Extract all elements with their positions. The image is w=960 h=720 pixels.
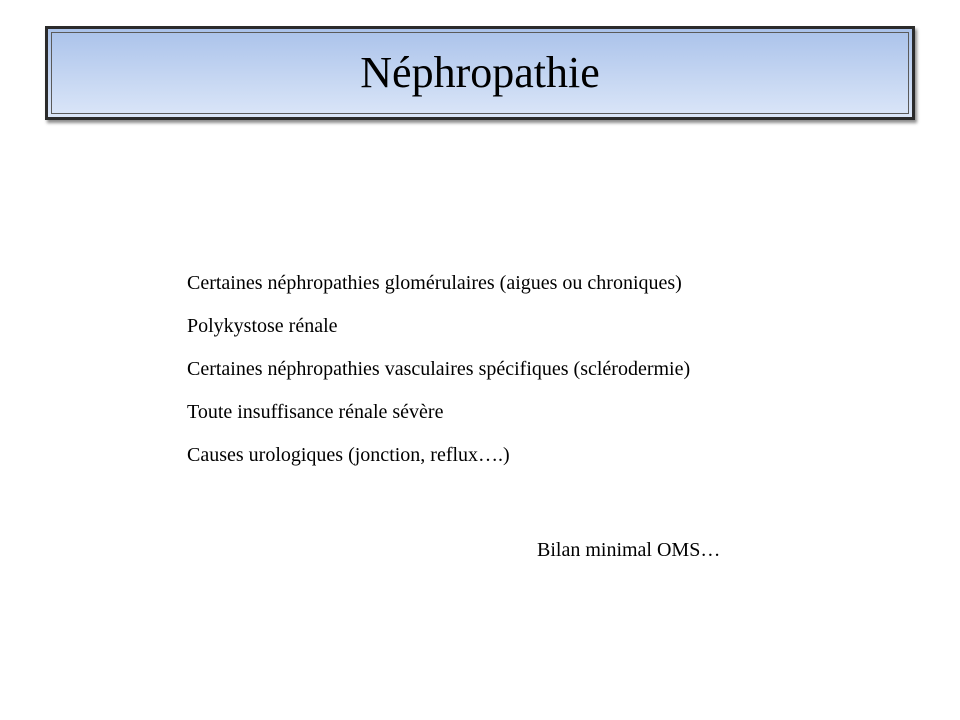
list-item: Causes urologiques (jonction, reflux….): [187, 444, 510, 466]
list-item: Polykystose rénale: [187, 315, 338, 337]
list-item: Certaines néphropathies glomérulaires (aigues ou chroniques): [187, 272, 682, 294]
content-list: [187, 262, 690, 477]
bilan-note: Bilan minimal OMS…: [537, 539, 721, 561]
slide-title: Néphropathie: [360, 48, 600, 97]
list-item: Toute insuffisance rénale sévère: [187, 401, 444, 423]
title-banner: [45, 26, 915, 120]
list-item: Certaines néphropathies vasculaires spécifiques (sclérodermie): [187, 358, 691, 380]
